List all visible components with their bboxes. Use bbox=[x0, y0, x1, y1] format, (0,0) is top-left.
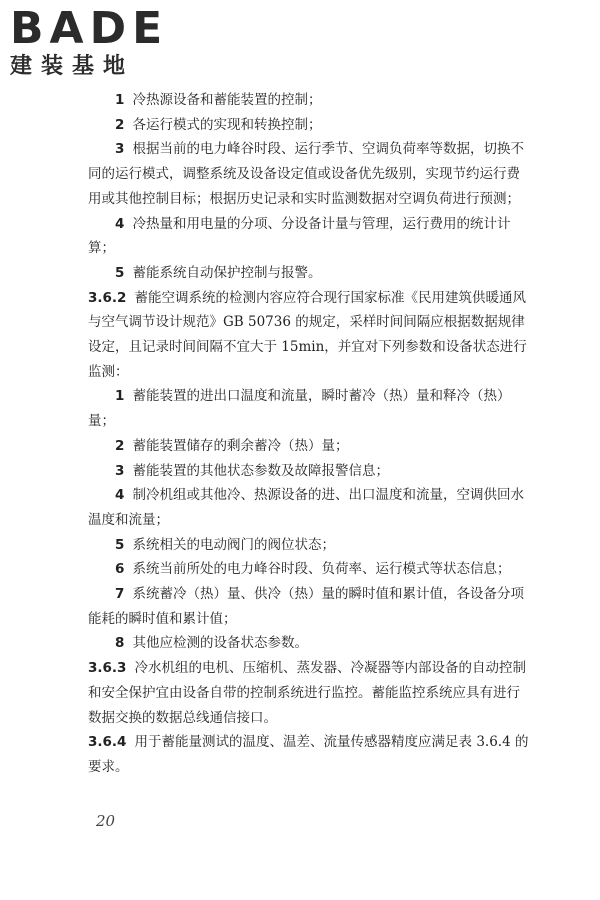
item-paragraph bbox=[88, 557, 530, 582]
item-number: 5 bbox=[115, 536, 125, 553]
section-paragraph bbox=[88, 286, 530, 385]
item-text: 各运行模式的实现和转换控制； bbox=[132, 116, 322, 133]
item-text: 制冷机组或其他冷、热源设备的进、出口温度和流量，空调供回水温度和流量； bbox=[88, 487, 524, 528]
item-number: 1 bbox=[115, 92, 125, 108]
item-paragraph bbox=[88, 582, 530, 631]
logo-wordmark: BADE bbox=[10, 3, 169, 54]
item-text: 蓄能装置的其他状态参数及故障报警信息； bbox=[132, 462, 389, 479]
item-text: 蓄能装置储存的剩余蓄冷（热）量； bbox=[132, 437, 349, 454]
item-number: 2 bbox=[115, 437, 125, 454]
page-number: 20 bbox=[96, 812, 116, 830]
item-number: 1 bbox=[115, 388, 125, 405]
item-text: 根据当前的电力峰谷时段、运行季节、空调负荷率等数据，切换不同的运行模式，调整系统及设备设定值或设备优先级别，实现节约运行费用或其他控制目标；根据历史记录和实时监测数据对空调负荷进行预测； bbox=[88, 141, 524, 207]
item-paragraph bbox=[88, 261, 530, 286]
item-paragraph bbox=[88, 459, 530, 484]
item-text: 冷热源设备和蓄能装置的控制； bbox=[132, 92, 322, 108]
item-number: 4 bbox=[115, 487, 125, 504]
item-number: 8 bbox=[115, 635, 125, 652]
item-number: 2 bbox=[115, 116, 125, 133]
item-number: 3 bbox=[115, 141, 125, 158]
section-number: 3.6.2 bbox=[88, 289, 127, 306]
section-text: 用于蓄能量测试的温度、温差、流量传感器精度应满足表 3.6.4 的要求。 bbox=[88, 734, 529, 775]
item-paragraph bbox=[88, 483, 530, 532]
item-number: 7 bbox=[115, 586, 125, 603]
site-logo bbox=[10, 3, 180, 80]
item-paragraph bbox=[88, 212, 530, 261]
item-paragraph bbox=[88, 631, 530, 656]
document-body bbox=[88, 88, 530, 780]
section-text: 冷水机组的电机、压缩机、蒸发器、冷凝器等内部设备的自动控制和安全保护宜由设备自带的控制系统进行监控。蓄能监控系统应具有进行数据交换的数据总线通信接口。 bbox=[88, 660, 527, 726]
item-paragraph bbox=[88, 88, 530, 113]
item-paragraph bbox=[88, 434, 530, 459]
item-number: 6 bbox=[115, 561, 125, 578]
section-paragraph bbox=[88, 730, 530, 779]
section-text: 蓄能空调系统的检测内容应符合现行国家标准《民用建筑供暖通风与空气调节设计规范》GB 50736 的规定，采样时间间隔应根据数据规律设定，且记录时间间隔不宜大于 15min，并宜对下列参数和设备状态进行监测： bbox=[88, 289, 527, 380]
logo-subtitle: 建装基地 bbox=[10, 54, 135, 79]
item-text: 蓄能装置的进出口温度和流量，瞬时蓄冷（热）量和释冷（热）量； bbox=[88, 388, 511, 430]
item-number: 4 bbox=[115, 215, 125, 232]
item-number: 3 bbox=[115, 462, 125, 479]
section-number: 3.6.3 bbox=[88, 660, 127, 677]
item-paragraph bbox=[88, 113, 530, 138]
item-text: 系统蓄冷（热）量、供冷（热）量的瞬时值和累计值，各设备分项能耗的瞬时值和累计值； bbox=[88, 586, 524, 627]
item-text: 蓄能系统自动保护控制与报警。 bbox=[132, 264, 322, 281]
item-text: 冷热量和用电量的分项、分设备计量与管理，运行费用的统计计算； bbox=[88, 215, 511, 257]
section-paragraph bbox=[88, 656, 530, 730]
item-paragraph bbox=[88, 137, 530, 211]
item-text: 系统当前所处的电力峰谷时段、负荷率、运行模式等状态信息； bbox=[132, 561, 511, 578]
section-number: 3.6.4 bbox=[88, 734, 127, 751]
item-text: 其他应检测的设备状态参数。 bbox=[132, 635, 308, 652]
item-paragraph bbox=[88, 533, 530, 558]
item-text: 系统相关的电动阀门的阀位状态； bbox=[132, 536, 335, 553]
item-paragraph bbox=[88, 384, 530, 433]
item-number: 5 bbox=[115, 264, 125, 281]
